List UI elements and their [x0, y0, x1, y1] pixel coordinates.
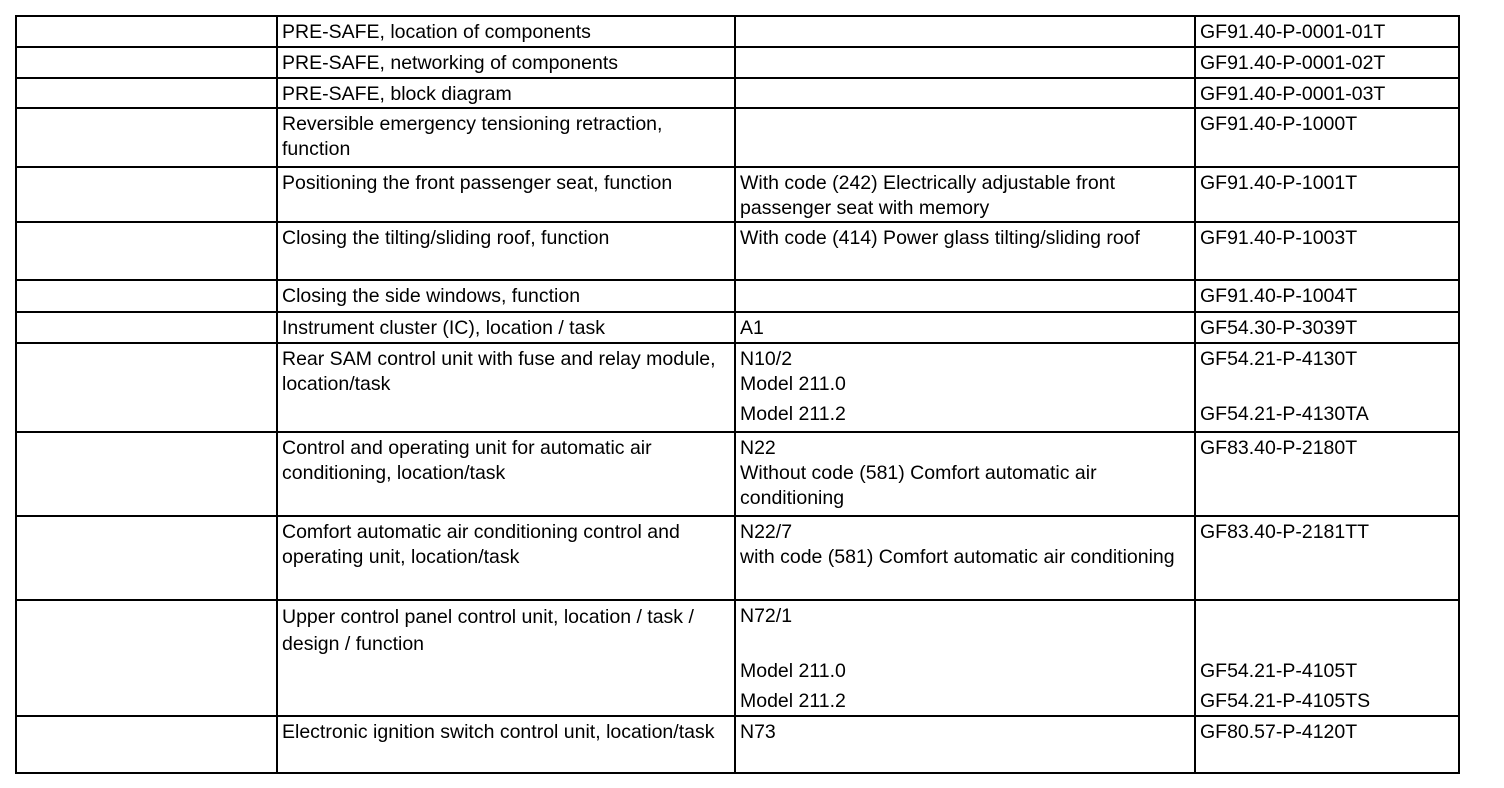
- document-link[interactable]: GF83.40-P-2181TT: [1200, 521, 1370, 543]
- condition-cell: [735, 280, 1195, 312]
- document-cell: [1195, 516, 1459, 600]
- description-text: Positioning the front passenger seat, function: [282, 172, 673, 194]
- condition-cell: [735, 167, 1195, 222]
- table-row: [16, 280, 1459, 312]
- description-cell: [277, 716, 735, 773]
- empty-cell: [16, 167, 277, 222]
- document-cell: [1195, 716, 1459, 773]
- document-link[interactable]: GF83.40-P-2180T: [1200, 437, 1358, 459]
- empty-cell: [16, 432, 277, 516]
- table-row: [16, 78, 1459, 108]
- condition-text: with code (581) Comfort automatic air conditioning: [740, 546, 1175, 568]
- condition-text: N73: [740, 721, 776, 743]
- table-row: [16, 108, 1459, 167]
- condition-text: With code (414) Power glass tilting/sliding roof: [740, 227, 1140, 249]
- document-link[interactable]: GF91.40-P-1003T: [1200, 227, 1358, 249]
- empty-cell: [16, 716, 277, 773]
- condition-cell: [735, 78, 1195, 108]
- empty-cell: [16, 280, 277, 312]
- condition-code: N22: [740, 437, 776, 459]
- description-text: Instrument cluster (IC), location / task: [282, 317, 605, 339]
- document-link[interactable]: GF91.40-P-0001-02T: [1200, 52, 1386, 74]
- empty-cell: [16, 312, 277, 343]
- document-link[interactable]: GF91.40-P-0001-03T: [1200, 83, 1386, 105]
- description-cell: [277, 432, 735, 516]
- empty-cell: [16, 343, 277, 432]
- description-cell: [277, 280, 735, 312]
- empty-cell: [16, 222, 277, 280]
- document-link[interactable]: GF91.40-P-1004T: [1200, 285, 1358, 307]
- empty-cell: [16, 78, 277, 108]
- document-link[interactable]: GF91.40-P-1001T: [1200, 172, 1358, 194]
- document-cell: [1195, 312, 1459, 343]
- reference-table: [15, 15, 1460, 774]
- table-row: [16, 716, 1459, 773]
- description-text: PRE-SAFE, networking of components: [282, 52, 618, 74]
- condition-cell: [735, 343, 1195, 432]
- empty-cell: [16, 516, 277, 600]
- condition-text: With code (242) Electrically adjustable front passenger seat with memory: [740, 172, 1116, 219]
- empty-cell: [16, 16, 277, 47]
- description-cell: [277, 516, 735, 600]
- document-cell: [1195, 600, 1459, 716]
- table-row: [16, 312, 1459, 343]
- description-text: Rear SAM control unit with fuse and relay module, location/task: [282, 348, 716, 395]
- description-text: Closing the side windows, function: [282, 285, 581, 307]
- condition-cell: [735, 312, 1195, 343]
- table-row: [16, 600, 1459, 716]
- description-text: PRE-SAFE, block diagram: [282, 83, 512, 105]
- description-text: Upper control panel control unit, location / task / design / function: [282, 606, 694, 655]
- table-row: [16, 47, 1459, 78]
- document-link[interactable]: GF54.21-P-4130T: [1200, 348, 1358, 370]
- description-cell: [277, 78, 735, 108]
- table-row: [16, 343, 1459, 432]
- document-cell: [1195, 280, 1459, 312]
- model-variant: Model 211.2: [740, 403, 846, 425]
- description-cell: [277, 47, 735, 78]
- condition-cell: [735, 108, 1195, 167]
- document-link[interactable]: GF54.21-P-4105T: [1200, 660, 1358, 682]
- document-cell: [1195, 167, 1459, 222]
- description-cell: [277, 16, 735, 47]
- condition-cell: [735, 47, 1195, 78]
- description-text: Closing the tilting/sliding roof, function: [282, 227, 610, 249]
- table-row: [16, 222, 1459, 280]
- description-text: Reversible emergency tensioning retraction, function: [282, 113, 663, 160]
- document-cell: [1195, 47, 1459, 78]
- description-cell: [277, 108, 735, 167]
- table-row: [16, 432, 1459, 516]
- condition-cell: [735, 222, 1195, 280]
- model-variant: Model 211.0: [740, 373, 846, 395]
- model-variant: Model 211.0: [740, 660, 846, 682]
- model-variant: Model 211.2: [740, 690, 846, 712]
- empty-cell: [16, 600, 277, 716]
- description-text: Control and operating unit for automatic air conditioning, location/task: [282, 437, 652, 484]
- description-cell: [277, 312, 735, 343]
- document-cell: [1195, 108, 1459, 167]
- condition-cell: [735, 516, 1195, 600]
- document-cell: [1195, 16, 1459, 47]
- condition-cell: [735, 716, 1195, 773]
- table-row: [16, 16, 1459, 47]
- condition-cell: [735, 600, 1195, 716]
- condition-code: N22/7: [740, 521, 793, 543]
- document-cell: [1195, 78, 1459, 108]
- empty-cell: [16, 47, 277, 78]
- condition-text: A1: [740, 317, 764, 339]
- condition-code: N72/1: [740, 605, 793, 627]
- document-link[interactable]: GF54.21-P-4105TS: [1200, 690, 1371, 712]
- condition-code: N10/2: [740, 348, 793, 370]
- description-cell: [277, 600, 735, 716]
- document-cell: [1195, 222, 1459, 280]
- description-text: Electronic ignition switch control unit, location/task: [282, 721, 715, 743]
- description-cell: [277, 343, 735, 432]
- description-cell: [277, 222, 735, 280]
- document-link[interactable]: GF91.40-P-0001-01T: [1200, 21, 1386, 43]
- description-text: PRE-SAFE, location of components: [282, 21, 591, 43]
- condition-text: Without code (581) Comfort automatic air conditioning: [740, 462, 1097, 509]
- document-link[interactable]: GF80.57-P-4120T: [1200, 721, 1358, 743]
- document-cell: [1195, 343, 1459, 432]
- empty-cell: [16, 108, 277, 167]
- table-row: [16, 167, 1459, 222]
- document-link[interactable]: GF91.40-P-1000T: [1200, 113, 1358, 135]
- condition-cell: [735, 432, 1195, 516]
- description-cell: [277, 167, 735, 222]
- document-cell: [1195, 432, 1459, 516]
- document-link[interactable]: GF54.21-P-4130TA: [1200, 403, 1369, 425]
- document-link[interactable]: GF54.30-P-3039T: [1200, 317, 1358, 339]
- description-text: Comfort automatic air conditioning control and operating unit, location/task: [282, 521, 680, 568]
- condition-cell: [735, 16, 1195, 47]
- table-row: [16, 516, 1459, 600]
